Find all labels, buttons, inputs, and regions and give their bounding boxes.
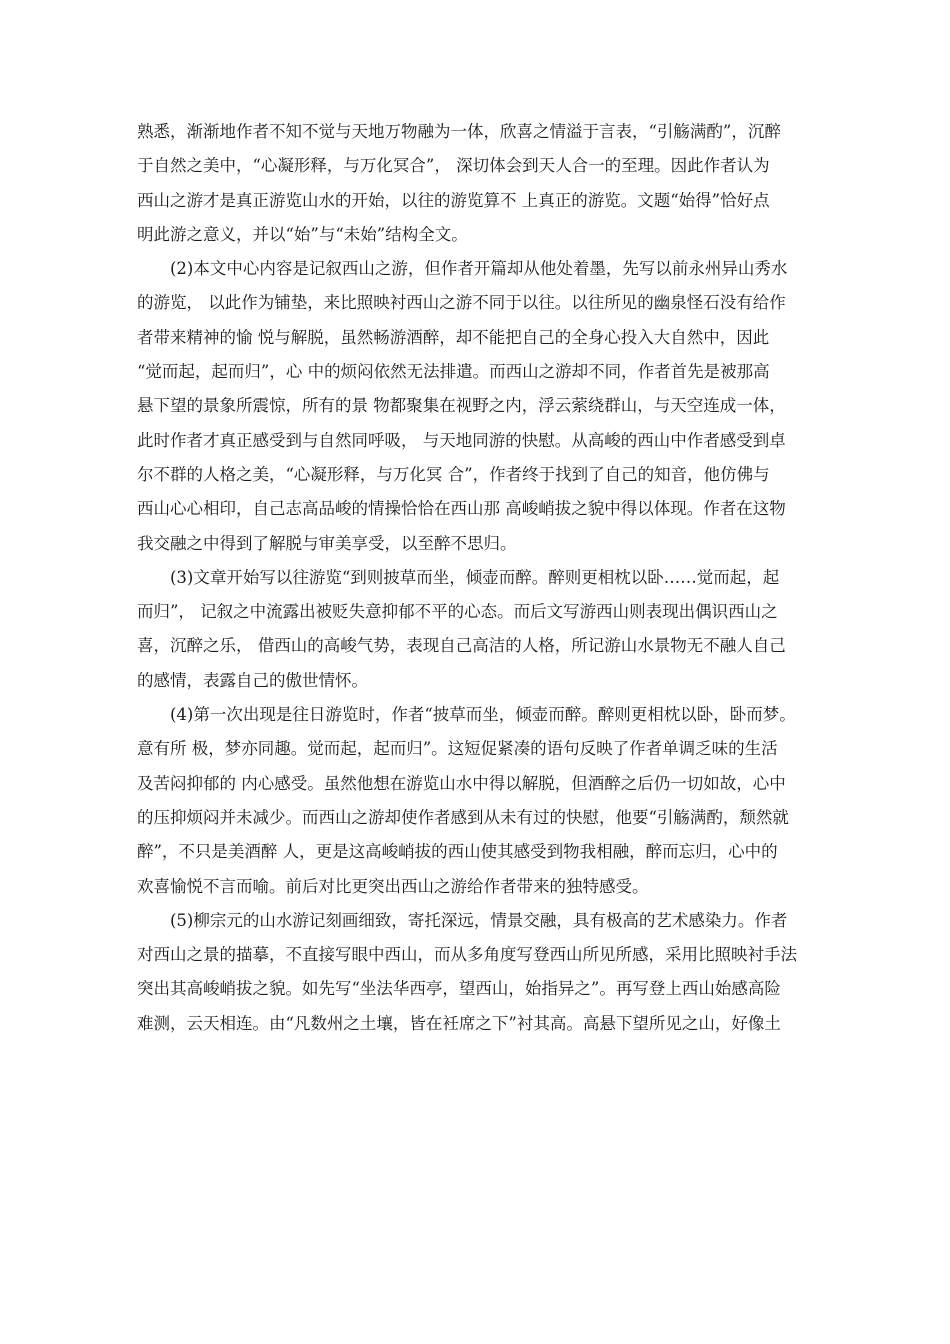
text-line: 的感情，表露自己的傲世情怀。 (137, 670, 368, 690)
paragraph-4-start: (4)第一次出现是往日游览时，作者“披草而坐，倾壶而醉。醉则更相枕以卧，卧而梦。 (170, 705, 796, 725)
text-line: “觉而起，起而归”，心 中的烦闷依然无法排遣。而西山之游却不同，作者首先是被那高 (137, 362, 770, 382)
text-line: 西山之游才是真正游览山水的开始，以往的游览算不 上真正的游览。文题“始得”恰好点 (137, 190, 770, 210)
text-line: 尔不群的人格之美，“心凝形释，与万化冥 合”，作者终于找到了自己的知音，他仿佛与 (137, 464, 770, 484)
text-line: 对西山之景的描摹，不直接写眼中西山，而从多角度写登西山所见所感，采用比照映衬手法 (137, 945, 797, 965)
text-line: 喜，沉醉之乐， 借西山的高峻气势，表现自己高洁的人格，所记游山水景物无不融人自己 (137, 636, 786, 656)
text-line: 及苦闷抑郁的 内心感受。虽然他想在游览山水中得以解脱，但酒醉之后仍一切如故，心中 (137, 773, 786, 793)
text-line: 意有所 极，梦亦同趣。觉而起，起而归”。这短促紧凑的语句反映了作者单调乏味的生活 (137, 739, 778, 759)
text-line: 难测，云天相连。由“凡数州之土壤，皆在衽席之下”衬其高。高悬下望所见之山，好像土 (137, 1013, 781, 1033)
text-line: 的压抑烦闷并未减少。而西山之游却使作者感到从未有过的快慰，他要“引觞满酌，颓然就 (137, 807, 789, 827)
text-line: 醉”，不只是美酒醉 人，更是这高峻峭拔的西山使其感受到物我相融，醉而忘归，心中的 (137, 842, 778, 862)
text-line: 而归”， 记叙之中流露出被贬失意抑郁不平的心态。而后文写游西山则表现出偶识西山之 (137, 602, 778, 622)
paragraph-3-start: (3)文章开始写以往游览“到则披草而坐，倾壶而醉。醉则更相枕以卧……觉而起，起 (170, 567, 780, 587)
text-line: 我交融之中得到了解脱与审美享受，以至醉不思归。 (137, 533, 517, 553)
text-line: 欢喜愉悦不言而喻。前后对比更突出西山之游给作者带来的独特感受。 (137, 876, 649, 896)
text-line: 此时作者才真正感受到与自然同呼吸， 与天地同游的快慰。从高峻的西山中作者感受到卓 (137, 430, 786, 450)
text-line: 熟悉，渐渐地作者不知不觉与天地万物融为一体，欣喜之情溢于言表，“引觞满酌”，沉醉 (137, 122, 781, 141)
body-text (137, 115, 837, 1041)
text-line: 的游览， 以此作为铺垫，来比照映衬西山之游不同于以往。以往所见的幽泉怪石没有给作 (137, 293, 786, 313)
text-line: 于自然之美中，“心凝形释，与万化冥合”， 深切体会到天人合一的至理。因此作者认为 (137, 156, 770, 176)
text-line: 突出其高峻峭拔之貌。如先写“坐法华西亭，望西山，始指异之”。再写登上西山始感高险 (137, 979, 781, 999)
text-line: 悬下望的景象所震惊，所有的景 物都聚集在视野之内，浮云萦绕群山，与天空连成一体， (137, 396, 786, 416)
paragraph-5-start: (5)柳宗元的山水游记刻画细致，寄托深远，情景交融，具有极高的艺术感染力。作者 (170, 910, 788, 930)
text-line: 明此游之意义，并以“始”与“未始”结构全文。 (137, 224, 468, 244)
text-line: 西山心心相印，自己志高品峻的情操恰恰在西山那 高峻峭拔之貌中得以体现。作者在这物 (137, 499, 786, 519)
text-line: 者带来精神的愉 悦与解脱，虽然畅游酒醉，却不能把自己的全身心投入大自然中，因此 (137, 327, 770, 347)
paragraph-2-start: (2)本文中心内容是记叙西山之游，但作者开篇却从他处着墨，先写以前永州异山秀水 (170, 259, 788, 279)
